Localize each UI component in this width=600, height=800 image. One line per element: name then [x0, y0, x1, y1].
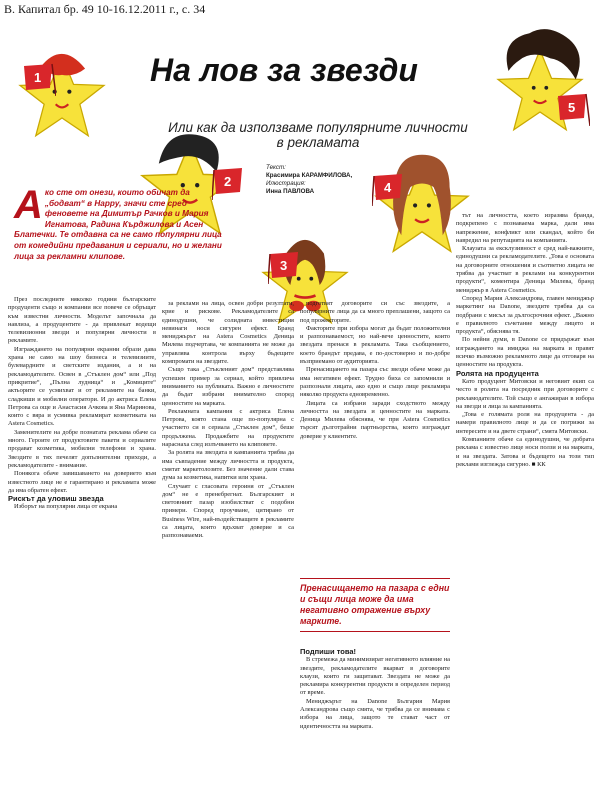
col4-paragraph: Като продуцент Митовски и неговият екип са често в ролята на посредник при договорите с рекламодателите. Той също е ангажиран в избора на звезди и лица за кампанията. — [456, 377, 594, 410]
col3-paragraph: Мениджърът на Danone България Мария Александрова също смята, че трябва да се внимава с избора на лица, защото те стават част от идентичността на марката. — [300, 697, 450, 730]
col1-paragraph: Понякога обаче завишаването на доверието към известното лице не е гарантирано и рекламата може да има обратен ефект. — [8, 470, 156, 494]
lead-paragraph — [14, 183, 226, 262]
col2-paragraph: за реклами на лица, освен добри резултати, крие и рискове. Рекламодателите са единодушни, че солидната инвестиция невинаги носи сигурен ефект. Бранд мениджърът на Astera Cosmetics Деница Милева подчертава, че компанията не може да управлява контрола върху бъдещите компромати на звездите. — [162, 300, 294, 366]
col3-paragraph: Факторите при избора могат да бъдат положителни и разпознаваемост, но най-вече ценностите, които звездата пренася в рекламата. Така съобщението, което брандът предава, е по-достоверно и по-добре възприемано от аудиторията. — [300, 324, 450, 366]
column-4 — [456, 212, 594, 796]
col4-paragraph: Компаниите обаче са единодушни, че добрата реклама с известно лице носи ползи и на марката, и на звездата. Затова и бъдещето на този тип реклами изглежда сигурно. ■ КК — [456, 436, 594, 468]
col1-paragraph: През последните няколко години българските продуценти също и компании все повече се обръщат към известни личности. Моделът започнала да навлиза, а продуцентите - да привлекат водещи телевизионни звезди и популярни личности в рекламите. — [8, 296, 156, 345]
col1-paragraph: Изборът на популярни лица от екрана — [14, 503, 118, 511]
col3-paragraph: В стремежа да минимизират негативното влияние на звездите, рекламодателите вкарват в договорите клаузи, които ги защитават. Звездата не може да рекламира конкурентни продукти в определен период от време. — [300, 656, 450, 697]
pull-quote: Пренасищането на пазара с едни и същи лица може да има негативно отражение върху марките. — [300, 578, 450, 632]
flag-3 — [268, 250, 302, 284]
col4-paragraph: Клаузата за ексклузивност е сред най-важните, единодушни са рекламодателите. „Това е основата на договорните отношения и съответно лицата не трябва да участват в реклами на конкурентни продукти“, коментира Деница Милева, бранд мениджър в Astera Cosmetics. — [456, 245, 594, 294]
col1-subhead: Рискът да уловиш звезда — [8, 494, 104, 504]
col3-paragraph: Лицата са избрани заради сходството между личността на звездата и ценностите на марката. Деница Милева обяснява, че при Astera Cosmetics търсят дълготрайни партньорства, които изграждат доверие у клиентите. — [300, 399, 450, 440]
text-label: Текст: — [266, 164, 286, 171]
illustrator-name: Инна ПАВЛОВА — [266, 188, 315, 195]
lead-text: ко сте от онези, които обичат да „бодват“ в Happy, значи сте сред феновете на Димитър Рачков и Мария Игнатова, Радина Кърджилова и Асен Блатечки. Те отдавна са не само популярни лица от комедийни предавания и сериали, но и желани лица за рекламни клипове. — [14, 188, 222, 261]
flag-3-number: 3 — [280, 258, 288, 273]
col3-subhead: Подпиши това! — [300, 648, 357, 656]
col1-paragraph: Изграждането на популярни екранни образи дава храна не само на шоу бизнеса и телевизиите, булевардните и светските издания, а и на рекламодателите. Освен в „Стъклен дом“ или „Под прикритие“, „Пълна лудница“ и „Комиците“ актьорите се усмихват и от рекламите на банки, сладкиши и мобилни оператори. И до актриса Елена Петрова са още и Анастасия Ачкова и Яна Маринова, които с вяра и усмивка рекламират козметиката на Astera Cosmetics. — [8, 345, 156, 428]
column-3 — [300, 300, 450, 572]
col2-paragraph: Рекламната кампания с актриса Елена Петрова, която стана още по-популярна с участието си в сериала „Стъклен дом“, беше продължена. Продажбите на продуктите нараснаха след излъчването на клиповете. — [162, 407, 294, 449]
flag-5-number: 5 — [568, 100, 576, 115]
flag-4 — [372, 172, 406, 206]
col2-paragraph: Случаят с гласовата героиня от „Стъклен дом“ не е пренебрегнат. Българският и световният пазар изобилстват с подобни примери. Според проучване, цитирано от Business Wire, най-въздействащите в рекламите са лицата, които вдъхват доверие и са разпознаваеми. — [162, 482, 294, 540]
col4-paragraph: тът на личността, което изразява бранда, подкрепено с познаваема марка, дали има напрежение, конфликт или скандал, който би навредил на репутацията на компанията. — [456, 212, 594, 244]
col4-paragraph: „Това е голямата роля на продуцента - да намери правилното лице и да се погрижи за интересите и на двете страни“, смята Митовски. — [456, 411, 594, 435]
illustration-label: Илюстрация: — [266, 180, 306, 187]
col2-paragraph: За ролята на звездата в кампанията трябва да има съвпадение между личността и продукта, смятат маркетолозите. Без значение дали става дума за козметика, напитки или храна. — [162, 449, 294, 482]
column-2 — [162, 300, 294, 796]
col4-subhead: Ролята на продуцента — [456, 368, 539, 378]
col3-paragraph: подготвят договорите си със звездите, а популярните лица да са много преплашени, защото са под прожекторите. — [300, 300, 450, 324]
drop-cap: А — [14, 183, 43, 227]
col4-paragraph: Според Мария Александрова, главен мениджър маркетинг на Danone, звездите трябва да са подбрани с мисъл за дългосрочния ефект. „Важно е правилното съчетание между лицето и продукта“, обяснява тя. — [456, 294, 594, 336]
column-3-lower — [300, 648, 450, 796]
byline — [266, 164, 352, 196]
flag-1-number: 1 — [34, 70, 42, 85]
author-name: Красимира КАРАМФИЛОВА, — [266, 172, 353, 179]
flag-2-number: 2 — [224, 174, 232, 189]
column-1 — [8, 296, 156, 796]
flag-4-number: 4 — [384, 180, 392, 195]
col1-paragraph: Заменителите на добре познатата реклама обаче са много. Героите от продуктовите пакети и сериалите продават козметика, мобилни телефони и храна. Звездите в тях печелят допълнителни приходи, а рекламодателите - внимание. — [8, 428, 156, 469]
col2-paragraph: Също така „Стъкленият дом“ представлява успешен пример за сериал, който привлича вниманието на публиката. Важно е личностите да бъдат избрани внимателно според ценностите на марката. — [162, 366, 294, 407]
col3-paragraph: Пренасищането на пазара със звезди обаче може да има негативен ефект. Трудно биха се запомнили и разпознали лицата, ако едно и също лице рекламира няколко продукта едновременно. — [300, 366, 450, 399]
flag-5 — [556, 92, 590, 126]
col4-paragraph: По нейни думи, в Danone се придържат към изграждането на имиджа на марката и правят всичко възможно рекламното лице да отговаря на ценностите на продукта. — [456, 336, 594, 369]
flag-1 — [22, 62, 56, 96]
page-header: В. Капитал бр. 49 10-16.12.2011 г., с. 34 — [4, 2, 206, 16]
article-title: На лов за звезди — [150, 52, 418, 88]
article-subtitle: Или как да използваме популярните личности в рекламата — [168, 120, 468, 150]
